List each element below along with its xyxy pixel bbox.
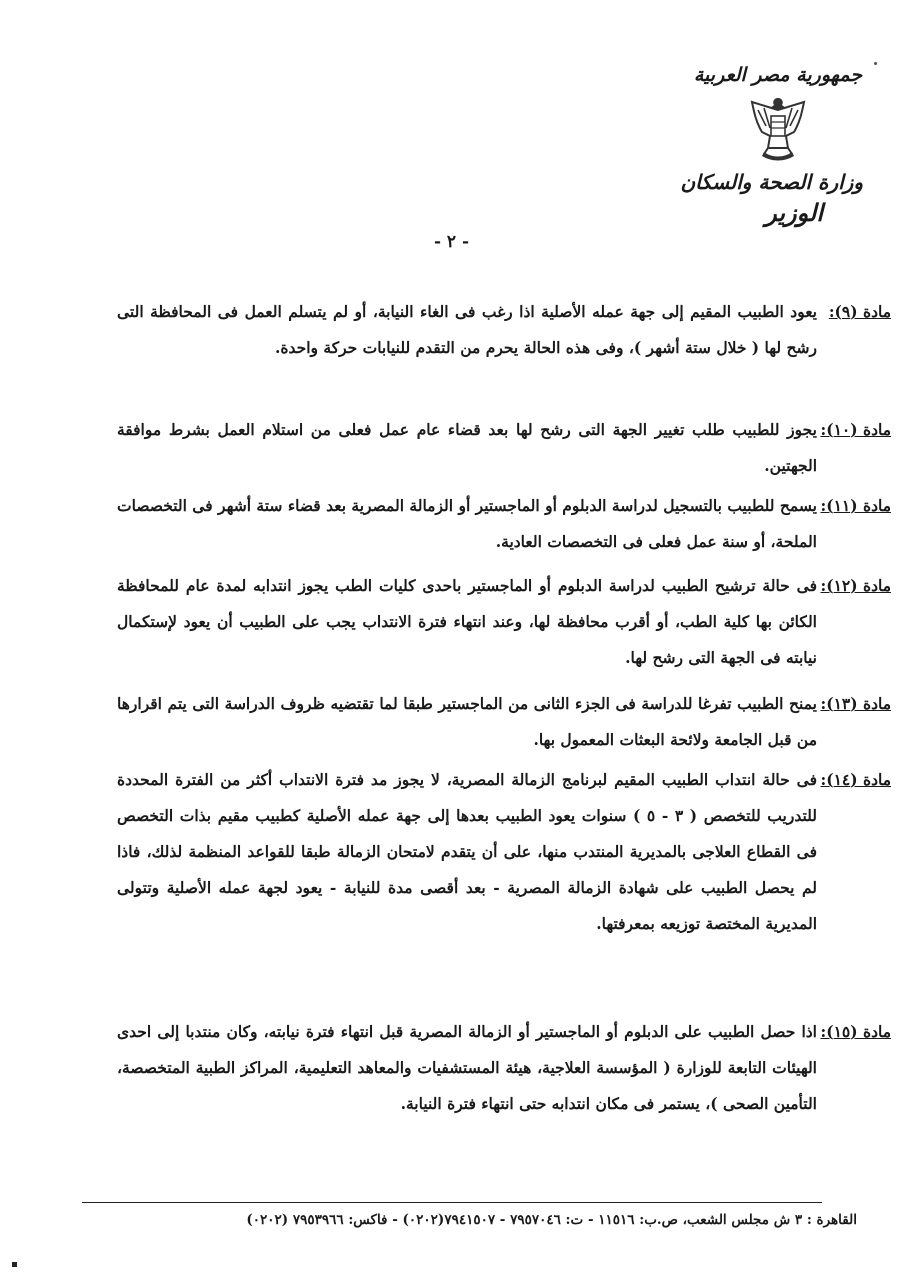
article-15	[117, 1014, 891, 1122]
letterhead	[680, 64, 863, 227]
article-text: فى حالة انتداب الطبيب المقيم لبرنامج الزمالة المصرية، لا يجوز مد فترة الانتداب أكثر من الفترة المحددة للتدريب للتخصص ( ٣ - ٥ ) سنوات يعود الطبيب بعدها إلى جهة عمله الأصلية كطبيب مقيم بذات التخصص فى القطاع العلاجى بالمديرية المنتدب منها، على أن يتقدم لامتحان الزمالة طبقا للقواعد المنظمة لذلك، فاذا لم يحصل الطبيب على شهادة الزمالة المصرية - بعد أقصى مدة للنيابة - يعود لجهة عمله الأصلية وتتولى المديرية المختصة توزيعه بمعرفتها.	[117, 770, 817, 933]
article-text: يعود الطبيب المقيم إلى جهة عمله الأصلية اذا رغب فى الغاء النيابة، أو لم يتسلم العمل فى المحافظة التى رشح لها ( خلال ستة أشهر )، وفى هذه الحالة يحرم من التقدم للنيابات حركة واحدة.	[117, 302, 817, 357]
article-text: اذا حصل الطبيب على الدبلوم أو الماجستير أو الزمالة المصرية قبل انتهاء فترة نيابته، وكان منتدبا إلى احدى الهيئات التابعة للوزارة ( المؤسسة العلاجية، هيئة المستشفيات والمعاهد التعليمية، المراكز الطبية المتخصصة، التأمين الصحى )، يستمر فى مكان انتدابه حتى انتهاء فترة النيابة.	[117, 1022, 817, 1113]
page-number: - ٢ -	[433, 232, 470, 252]
article-text: يسمح للطبيب بالتسجيل لدراسة الدبلوم أو الماجستير أو الزمالة المصرية بعد قضاء ستة أشهر فى التخصصات الملحة، أو سنة عمل فعلى فى التخصصات العادية.	[117, 496, 817, 551]
article-label: مادة (٩):	[828, 302, 891, 321]
article-11	[117, 488, 891, 560]
article-9	[117, 294, 891, 366]
article-label: مادة (١٠):	[820, 420, 891, 439]
article-10	[117, 412, 891, 484]
letterhead-ministry: وزارة الصحة والسكان	[680, 170, 863, 194]
article-label: مادة (١٤):	[820, 770, 891, 789]
article-13	[117, 686, 891, 758]
footer-divider	[82, 1202, 822, 1203]
article-label: مادة (١٥):	[820, 1022, 891, 1041]
article-label: مادة (١٢):	[820, 576, 891, 595]
article-label: مادة (١٣):	[820, 694, 891, 713]
scan-speck	[12, 1262, 17, 1267]
article-text: يمنح الطبيب تفرغا للدراسة فى الجزء الثانى من الماجستير طبقا لما تقتضيه ظروف الدراسة التى يتم اقرارها من قبل الجامعة ولائحة البعثات المعمول بها.	[117, 694, 817, 749]
scan-speck	[874, 62, 877, 65]
letterhead-country: جمهورية مصر العربية	[693, 64, 863, 86]
article-text: يجوز للطبيب طلب تغيير الجهة التى رشح لها بعد قضاء عام عمل فعلى من استلام العمل بشرط موافقة الجهتين.	[117, 420, 817, 475]
article-14	[117, 762, 891, 942]
article-12	[117, 568, 891, 676]
letterhead-minister: الوزير	[765, 198, 823, 227]
article-text: فى حالة ترشيح الطبيب لدراسة الدبلوم أو الماجستير باحدى كليات الطب يجوز انتدابه لمدة عام للمحافظة الكائن بها كلية الطب، أو أقرب محافظة لها، وعند انتهاء فترة الانتداب يجب على الطبيب أن يعود لإستكمال نيابته فى الجهة التى رشح لها.	[117, 576, 817, 667]
article-label: مادة (١١):	[820, 496, 891, 515]
eagle-emblem-icon	[744, 92, 812, 166]
footer-contact: القاهرة : ٣ ش مجلس الشعب، ص.ب: ١١٥١٦ - ت: ٧٩٥٧٠٤٦ - ٧٩٤١٥٠٧(٠٢٠٢) - فاكس: ٧٩٥٣٩٦٦ (٠٢٠٢)	[246, 1212, 857, 1228]
